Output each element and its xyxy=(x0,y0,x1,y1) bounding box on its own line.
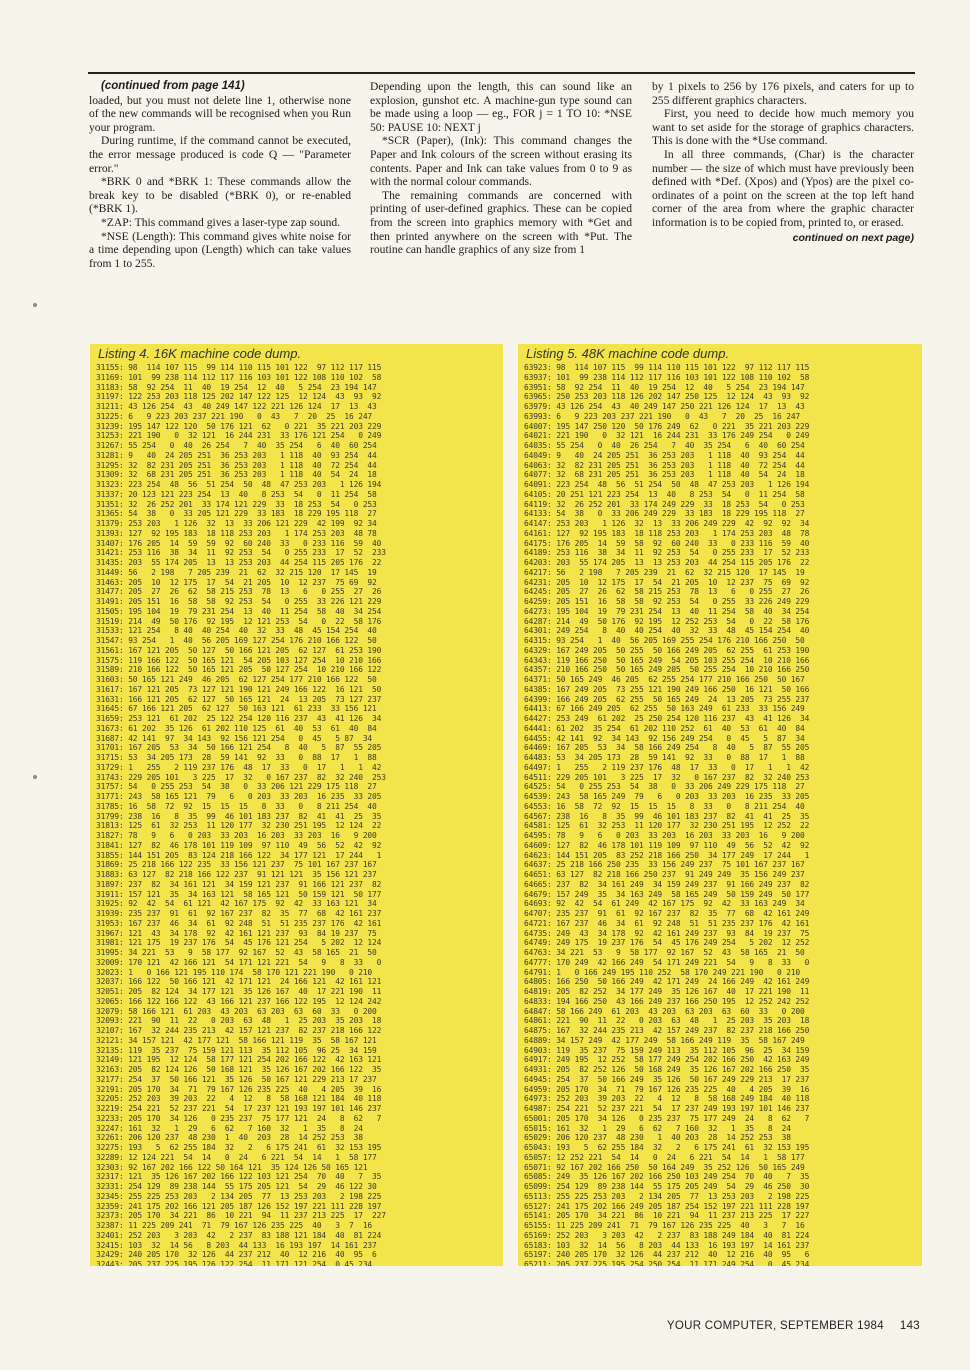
code-line: 31309: 32 68 231 205 251 36 253 203 1 118 40 54 24 18 xyxy=(96,470,377,480)
code-line: 31967: 121 43 34 178 92 42 161 121 237 93 84 19 237 75 xyxy=(96,928,377,938)
code-line: 64553: 16 58 72 92 15 15 15 8 33 0 8 211 254 40 xyxy=(524,801,805,811)
paragraph: *SCR (Paper), (Ink): This command changes the Paper and Ink colours of the screen without erasing its contents. Paper and Ink can take values from 0 to 9 as with the normal colour commands. xyxy=(370,134,632,189)
code-line: 31603: 50 165 121 249 46 205 62 127 254 177 210 166 122 50 xyxy=(96,675,377,684)
code-line: 31729: 1 255 2 119 237 176 48 17 33 0 17 1 1 42 xyxy=(96,762,382,772)
code-line: 64707: 235 237 91 61 92 167 237 82 35 77 68 42 161 249 xyxy=(524,909,810,918)
binding-hole-mark xyxy=(33,303,37,307)
code-line: 31813: 125 61 32 253 11 120 177 32 230 251 195 12 124 22 xyxy=(96,821,382,831)
code-line: 31771: 243 58 165 121 79 6 0 203 33 203 16 235 33 205 xyxy=(96,792,382,801)
code-line: 64217: 56 2 198 7 205 239 21 62 32 215 120 17 145 19 xyxy=(524,567,805,577)
listing-4-title: Listing 4. 16K machine code dump. xyxy=(98,346,302,361)
code-line: 64791: 1 0 166 249 195 110 252 58 170 249 221 190 0 210 xyxy=(524,967,801,977)
paragraph: by 1 pixels to 256 by 176 pixels, and caters for up to 255 different graphics characters. xyxy=(652,80,914,107)
paragraph: Depending upon the length, this can sound like an explosion, gunshot etc. A machine-gun type sound can be made using a loop — eg., FOR j = 1 TO 10: *NSE 50: PAUSE 10: NEXT j xyxy=(370,80,632,134)
code-line: 31687: 42 141 97 34 143 92 156 121 254 0 45 5 87 34 xyxy=(96,733,373,743)
paragraph: First, you need to decide how much memory you want to set aside for the storage of graphics characters. This is done with the *Use command. xyxy=(652,107,914,148)
code-line: 31925: 92 42 54 61 121 42 167 175 92 42 33 163 121 34 xyxy=(96,899,377,909)
code-line: 64973: 252 203 39 203 22 4 12 8 58 168 249 184 40 118 xyxy=(524,1094,810,1104)
code-line: 31393: 127 92 195 183 18 118 253 203 1 174 253 203 48 78 xyxy=(96,528,377,538)
code-line: 65127: 241 175 202 166 249 205 187 254 152 197 221 111 228 197 xyxy=(524,1201,810,1211)
code-line: 32023: 1 0 166 121 195 110 174 58 170 121 221 190 0 210 xyxy=(96,967,373,977)
continued-from-label: (continued from page 141) xyxy=(101,80,245,92)
code-line: 64161: 127 92 195 183 18 118 253 203 1 174 253 203 48 78 xyxy=(524,528,810,538)
publication-name: YOUR COMPUTER, SEPTEMBER 1984 xyxy=(666,1320,884,1332)
code-line: 64035: 55 254 0 40 26 254 7 40 35 254 6 40 60 254 xyxy=(524,441,805,450)
code-line: 31547: 93 254 1 40 56 205 169 127 254 176 210 166 122 50 xyxy=(96,636,377,645)
listing-4-code xyxy=(90,363,503,1266)
paragraph: *BRK 0 and *BRK 1: These commands allow the break key to be disabled (*BRK 0), or re-enabled (*BRK 1). xyxy=(89,175,351,216)
code-line: 31883: 63 127 82 218 166 122 237 91 121 121 35 156 121 237 xyxy=(96,870,377,879)
code-line: 32135: 119 35 237 75 159 121 113 35 112 105 96 25 34 159 xyxy=(96,1045,377,1055)
code-line: 64539: 243 58 165 249 79 6 0 203 33 203 16 235 33 205 xyxy=(524,792,810,801)
code-line: 64931: 205 82 252 126 50 168 249 35 126 167 202 166 250 35 xyxy=(524,1065,810,1074)
code-line: 65197: 240 205 170 32 126 44 237 212 40 12 216 40 95 6 xyxy=(524,1250,810,1260)
code-line: 31533: 121 254 8 40 40 254 40 32 33 48 45 154 254 40 xyxy=(96,626,377,636)
code-line: 32079: 58 166 121 61 203 43 203 63 203 63 60 33 0 200 xyxy=(96,1006,377,1016)
code-line: 32401: 252 203 3 203 42 2 237 83 188 121 184 40 81 224 xyxy=(96,1230,382,1240)
code-line: 64819: 205 82 252 34 177 249 35 126 167 40 17 221 190 11 xyxy=(524,987,810,996)
code-line: 31351: 32 26 252 201 33 174 121 229 33 18 253 54 0 253 xyxy=(96,499,377,509)
code-line: 31477: 205 27 26 62 58 215 253 78 13 6 0 255 27 26 xyxy=(96,587,382,597)
code-line: 32219: 254 221 52 237 221 54 17 237 121 193 197 101 146 237 xyxy=(96,1104,382,1113)
code-line: 31715: 53 34 205 173 28 59 141 92 33 0 88 17 1 88 xyxy=(96,753,377,762)
code-line: 64609: 127 82 46 178 101 119 109 97 110 49 56 52 42 92 xyxy=(524,840,810,850)
code-line: 64567: 238 16 8 35 99 46 101 183 237 82 41 41 25 35 xyxy=(524,811,810,821)
code-line: 64245: 205 27 26 62 58 215 253 78 13 6 0 255 27 26 xyxy=(524,587,810,597)
code-line: 32149: 121 195 12 124 58 177 121 254 202 166 122 42 163 121 xyxy=(96,1055,382,1065)
code-line: 31869: 25 218 166 122 235 33 156 121 237 75 101 167 237 167 xyxy=(96,860,377,870)
code-line: 64371: 50 165 249 46 205 62 255 254 177 210 166 250 50 167 xyxy=(524,675,805,684)
code-line: 64805: 166 250 50 166 249 42 171 249 24 166 249 42 161 249 xyxy=(524,977,810,987)
code-line: 64077: 32 68 231 205 251 36 253 203 1 118 40 54 24 18 xyxy=(524,470,805,480)
listing-5-panel xyxy=(518,344,922,1266)
code-line: 65015: 161 32 1 29 6 62 7 160 32 1 35 8 24 xyxy=(524,1123,791,1133)
code-line: 31673: 61 202 35 126 61 202 110 125 61 40 53 61 40 84 xyxy=(96,723,377,733)
code-line: 31757: 54 0 255 253 54 38 0 33 206 121 229 175 118 27 xyxy=(96,782,377,792)
code-line: 31561: 167 121 205 50 127 50 166 121 205 62 127 61 253 190 xyxy=(96,645,382,655)
code-line: 64105: 20 251 121 223 254 13 40 8 253 54 0 11 254 58 xyxy=(524,489,805,499)
code-line: 31449: 56 2 198 7 205 239 21 62 32 215 120 17 145 19 xyxy=(96,567,377,577)
code-line: 31169: 101 99 238 114 112 117 116 103 101 122 108 110 102 58 xyxy=(96,372,382,382)
code-line: 32331: 254 129 89 238 144 55 175 205 121 54 29 46 122 30 xyxy=(96,1182,377,1191)
code-line: 64329: 167 249 205 50 255 50 166 249 205 62 255 61 253 190 xyxy=(524,645,810,655)
paragraph: *NSE (Length): This command gives white noise for a time depending upon (Length) which can take values from 1 to 255. xyxy=(89,229,351,270)
code-line: 63937: 101 99 238 114 112 117 116 103 101 122 108 110 102 58 xyxy=(524,372,810,382)
code-line: 65155: 11 225 209 241 71 79 167 126 235 225 40 3 7 16 xyxy=(524,1221,805,1230)
code-line: 31785: 16 58 72 92 15 15 15 8 33 0 8 211 254 40 xyxy=(96,801,377,811)
code-line: 31897: 237 82 34 161 121 34 159 121 237 91 166 121 237 82 xyxy=(96,879,382,889)
code-line: 64399: 166 249 205 62 255 50 165 249 24 13 205 73 255 237 xyxy=(524,694,810,704)
code-line: 31225: 6 9 223 203 237 221 190 0 43 7 20 25 16 247 xyxy=(96,411,373,421)
text-column-2 xyxy=(370,80,632,257)
paragraph: *ZAP: This command gives a laser-type zap sound. xyxy=(101,215,341,229)
code-line: 64091: 223 254 48 56 51 254 50 48 47 253 203 1 126 194 xyxy=(524,480,810,489)
code-line: 64623: 144 151 205 83 252 218 166 250 34 177 249 17 244 1 xyxy=(524,850,810,860)
code-line: 32037: 166 122 50 166 121 42 171 121 24 166 121 42 161 121 xyxy=(96,977,382,987)
code-line: 64273: 195 104 19 79 231 254 13 40 11 254 58 40 34 254 xyxy=(524,606,810,616)
code-line: 65113: 255 225 253 203 2 134 205 77 13 253 203 2 198 225 xyxy=(524,1191,810,1201)
code-line: 65071: 92 167 202 166 250 50 164 249 35 252 126 50 165 249 xyxy=(524,1162,805,1172)
top-rule xyxy=(88,72,915,74)
code-line: 31323: 223 254 48 56 51 254 50 48 47 253 203 1 126 194 xyxy=(96,480,382,489)
code-line: 31911: 157 121 35 34 163 121 58 165 121 50 159 121 50 177 xyxy=(96,889,382,899)
code-line: 64301: 249 254 8 40 40 254 40 32 33 48 45 154 254 40 xyxy=(524,626,810,636)
code-line: 31295: 32 82 231 205 251 36 253 203 1 118 40 72 254 44 xyxy=(96,460,377,470)
code-line: 32247: 161 32 1 29 6 62 7 160 32 1 35 8 24 xyxy=(96,1123,363,1133)
code-line: 64497: 1 255 2 119 237 176 48 17 33 0 17 1 1 42 xyxy=(524,762,810,772)
code-line: 64119: 32 26 252 201 33 174 249 229 33 18 253 54 0 253 xyxy=(524,499,805,509)
code-line: 32345: 255 225 253 203 2 134 205 77 13 253 203 2 198 225 xyxy=(96,1191,382,1201)
code-line: 64735: 249 43 34 178 92 42 161 249 237 93 84 19 237 75 xyxy=(524,928,810,938)
code-line: 31253: 221 190 0 32 121 16 244 231 33 176 121 254 0 249 xyxy=(96,431,382,441)
code-line: 65099: 254 129 89 238 144 55 175 205 249 54 29 46 250 30 xyxy=(524,1182,810,1191)
code-line: 65183: 103 32 14 56 8 203 44 133 16 193 197 14 161 237 xyxy=(524,1240,810,1250)
code-line: 64049: 9 40 24 205 251 36 253 203 1 118 40 93 254 44 xyxy=(524,450,805,460)
code-line: 32373: 205 170 34 221 86 10 221 94 11 237 213 225 17 227 xyxy=(96,1211,386,1221)
code-line: 64833: 194 166 250 43 166 249 237 166 250 195 12 252 242 252 xyxy=(524,996,810,1006)
code-line: 64875: 167 32 244 235 213 42 157 249 237 82 237 218 166 250 xyxy=(524,1026,810,1035)
code-line: 32093: 221 90 11 22 0 203 63 48 1 25 203 35 203 18 xyxy=(96,1016,382,1026)
code-line: 31939: 235 237 91 61 92 167 237 82 35 77 68 42 161 237 xyxy=(96,909,382,918)
code-line: 32205: 252 203 39 203 22 4 12 8 58 168 121 184 40 118 xyxy=(96,1094,382,1104)
code-line: 64889: 34 157 249 42 177 249 58 166 249 119 35 58 167 249 xyxy=(524,1035,805,1045)
code-line: 32415: 103 32 14 56 8 203 44 133 16 193 197 14 161 237 xyxy=(96,1240,377,1250)
page-footer xyxy=(667,1320,920,1332)
code-line: 32009: 170 121 42 166 121 54 171 121 221 54 9 8 33 0 xyxy=(96,957,382,967)
code-line: 31575: 119 166 122 50 165 121 54 205 103 127 254 10 210 166 xyxy=(96,655,382,665)
code-line: 64777: 170 249 42 166 249 54 171 249 221 54 9 8 33 0 xyxy=(524,957,810,967)
paragraph: In all three commands, (Char) is the character number — the size of which must have previously been defined with *Def. (Xpos) and (Ypos) are the pixel co-ordinates of a point on the screen at the top left hand corner of the area from where the graphic character information is to be copied from, printed to, or erased. xyxy=(652,147,914,229)
code-line: 64147: 253 203 1 126 32 13 33 206 249 229 42 92 92 34 xyxy=(524,519,810,528)
code-line: 64749: 249 175 19 237 176 54 45 176 249 254 5 202 12 252 xyxy=(524,938,810,948)
code-line: 64007: 195 147 250 120 50 176 249 62 0 221 35 221 203 229 xyxy=(524,421,810,431)
code-line: 65001: 205 170 34 126 0 235 237 75 177 249 24 8 62 7 xyxy=(524,1113,810,1123)
code-line: 31855: 144 151 205 83 124 218 166 122 34 177 121 17 244 1 xyxy=(96,850,382,860)
code-line: 64665: 237 82 34 161 249 34 159 249 237 91 166 249 237 82 xyxy=(524,879,810,889)
listing-5-title: Listing 5. 48K machine code dump. xyxy=(526,346,730,361)
code-line: 32303: 92 167 202 166 122 50 164 121 35 124 126 50 165 121 xyxy=(96,1162,368,1172)
listing-5-code xyxy=(518,363,922,1266)
code-line: 64287: 214 49 50 176 92 195 12 252 253 54 0 22 58 176 xyxy=(524,616,810,626)
code-line: 64987: 254 221 52 237 221 54 17 237 249 193 197 101 146 237 xyxy=(524,1104,810,1113)
code-line: 31463: 205 10 12 175 17 54 21 205 10 12 237 75 69 92 xyxy=(96,577,377,587)
code-line: 64385: 167 249 205 73 255 121 190 249 166 250 16 121 50 166 xyxy=(524,684,810,694)
code-line: 64959: 205 170 34 71 79 167 126 235 225 40 4 205 39 16 xyxy=(524,1084,810,1094)
code-line: 64595: 78 9 6 0 203 33 203 16 203 33 203 16 9 200 xyxy=(524,831,805,840)
code-line: 64189: 253 116 38 34 11 92 253 54 0 255 233 17 52 233 xyxy=(524,548,810,558)
code-line: 64259: 205 151 16 58 58 92 253 54 0 255 33 226 249 229 xyxy=(524,597,810,606)
code-line: 31743: 229 205 101 3 225 17 32 0 167 237 82 32 240 253 xyxy=(96,772,386,782)
code-line: 32107: 167 32 244 235 213 42 157 121 237 82 237 218 166 122 xyxy=(96,1026,382,1035)
code-line: 32177: 254 37 50 166 121 35 126 50 167 121 229 213 17 237 xyxy=(96,1074,377,1084)
text-column-3 xyxy=(652,80,914,245)
code-line: 64063: 32 82 231 205 251 36 253 203 1 118 40 72 254 44 xyxy=(524,460,805,470)
code-line: 64133: 54 38 0 33 206 249 229 33 183 18 229 195 118 27 xyxy=(524,509,805,519)
code-line: 64315: 93 254 1 40 56 205 169 255 254 176 210 166 250 50 xyxy=(524,636,805,645)
code-line: 31841: 127 82 46 178 101 119 109 97 110 49 56 52 42 92 xyxy=(96,840,382,850)
code-line: 32443: 205 237 225 195 126 122 254 11 171 121 254 0 45 234 xyxy=(96,1260,373,1266)
code-line: 32233: 205 170 34 126 0 235 237 75 177 121 24 8 62 7 xyxy=(96,1113,382,1123)
code-line: 31155: 98 114 107 115 99 114 110 115 101 122 97 112 117 115 xyxy=(96,363,382,372)
code-line: 31589: 210 166 122 50 165 121 205 50 127 254 10 210 166 122 xyxy=(96,665,382,675)
paragraph: During runtime, if the command cannot be executed, the error message produced is code Q — "Parameter error." xyxy=(89,134,351,175)
code-line: 31281: 9 40 24 205 251 36 253 203 1 118 40 93 254 44 xyxy=(96,450,377,460)
code-line: 64175: 176 205 14 59 58 92 60 240 33 0 233 116 59 40 xyxy=(524,538,810,548)
code-line: 32191: 205 170 34 71 79 167 126 235 225 40 4 205 39 16 xyxy=(96,1084,382,1094)
binding-hole-mark xyxy=(33,775,37,779)
code-line: 32051: 205 82 124 34 177 121 35 126 167 40 17 221 190 11 xyxy=(96,987,382,996)
code-line: 65169: 252 203 3 203 42 2 237 83 188 249 184 40 81 224 xyxy=(524,1230,810,1240)
code-line: 31519: 214 49 50 176 92 195 12 121 253 54 0 22 58 176 xyxy=(96,616,382,626)
code-line: 63923: 98 114 107 115 99 114 110 115 101 122 97 112 117 115 xyxy=(524,363,810,372)
code-line: 65141: 205 170 34 221 86 10 221 94 11 237 213 225 17 227 xyxy=(524,1211,810,1221)
code-line: 65043: 193 5 62 255 184 32 2 6 175 241 61 32 153 195 xyxy=(524,1143,810,1152)
code-line: 31631: 166 121 205 62 127 50 165 121 24 13 205 73 127 237 xyxy=(96,694,382,704)
code-line: 64343: 119 166 250 50 165 249 54 205 103 255 254 10 210 166 xyxy=(524,655,810,665)
code-line: 32387: 11 225 209 241 71 79 167 126 235 225 40 3 7 16 xyxy=(96,1221,373,1230)
code-line: 64847: 58 166 249 61 203 43 203 63 203 63 60 33 0 200 xyxy=(524,1006,805,1016)
code-line: 31995: 34 221 53 9 58 177 92 167 52 43 58 165 21 50 xyxy=(96,948,377,957)
code-line: 65211: 205 237 225 195 254 250 254 11 171 249 254 0 45 234 xyxy=(524,1260,810,1266)
code-line: 64581: 125 61 32 253 11 120 177 32 230 251 195 12 252 22 xyxy=(524,821,810,831)
code-line: 31239: 195 147 122 120 50 176 121 62 0 221 35 221 203 229 xyxy=(96,421,382,431)
code-line: 64413: 67 166 249 205 62 255 50 163 249 61 233 33 156 249 xyxy=(524,704,805,714)
code-line: 64721: 167 237 46 34 61 92 248 51 51 235 237 176 42 161 xyxy=(524,918,810,928)
paragraph: The remaining commands are concerned with printing of user-defined graphics. These can be copied from the screen into graphics memory with *Get and then printed anywhere on the screen with *Put. The routine can handle graphics of any size from 1 xyxy=(370,188,632,257)
code-line: 31407: 176 205 14 59 59 92 60 240 33 0 233 116 59 40 xyxy=(96,538,382,548)
code-line: 31645: 67 166 121 205 62 127 50 163 121 61 233 33 156 121 xyxy=(96,704,377,714)
code-line: 64511: 229 205 101 3 225 17 32 0 167 237 82 32 240 253 xyxy=(524,772,810,782)
code-line: 31337: 20 123 121 223 254 13 40 8 253 54 0 11 254 58 xyxy=(96,489,377,499)
code-line: 64945: 254 37 50 166 249 35 126 50 167 249 229 213 17 237 xyxy=(524,1074,810,1084)
code-line: 64637: 25 218 166 250 235 33 156 249 237 75 101 167 237 167 xyxy=(524,860,805,870)
code-line: 32121: 34 157 121 42 177 121 58 166 121 119 35 58 167 121 xyxy=(96,1035,377,1045)
code-line: 32289: 12 124 221 54 14 0 24 6 221 54 14 1 58 177 xyxy=(96,1152,377,1162)
code-line: 64679: 157 249 35 34 163 249 58 165 249 50 159 249 50 177 xyxy=(524,889,810,899)
code-line: 64427: 253 249 61 202 25 250 254 120 116 237 43 41 126 34 xyxy=(524,714,810,723)
continued-next-label: continued on next page) xyxy=(792,231,914,244)
code-line: 64203: 203 55 174 205 13 13 253 203 44 254 115 205 176 22 xyxy=(524,558,810,567)
code-line: 31953: 167 237 46 34 61 92 248 51 51 235 237 176 42 161 xyxy=(96,918,382,928)
code-line: 31701: 167 205 53 34 50 166 121 254 8 40 5 87 55 205 xyxy=(96,743,382,753)
code-line: 65057: 12 252 221 54 14 0 24 6 221 54 14 1 58 177 xyxy=(524,1152,805,1162)
code-line: 64455: 42 141 92 34 143 92 156 249 254 0 45 5 87 34 xyxy=(524,733,805,743)
code-line: 64525: 54 0 255 253 54 38 0 33 206 249 229 175 118 27 xyxy=(524,782,805,792)
page-number: 143 xyxy=(899,1320,920,1332)
code-line: 31491: 205 151 16 58 58 92 253 54 0 255 33 226 121 229 xyxy=(96,597,382,606)
code-line: 63993: 6 9 223 203 237 221 190 0 43 7 20 25 16 247 xyxy=(524,411,801,421)
code-line: 32275: 193 5 62 255 184 32 2 6 175 241 61 32 153 195 xyxy=(96,1143,382,1152)
code-line: 31379: 253 203 1 126 32 13 33 206 121 229 42 199 92 34 xyxy=(96,519,377,528)
code-line: 64021: 221 190 0 32 121 16 244 231 33 176 249 254 0 249 xyxy=(524,431,810,441)
code-line: 64469: 167 205 53 34 58 166 249 254 8 40 5 87 55 205 xyxy=(524,743,810,753)
code-line: 63951: 58 92 254 11 40 19 254 12 40 5 254 23 194 147 xyxy=(524,382,805,392)
code-line: 31435: 203 55 174 205 13 13 253 203 44 254 115 205 176 22 xyxy=(96,558,382,567)
code-line: 31505: 195 104 19 79 231 254 13 40 11 254 58 40 34 254 xyxy=(96,606,382,616)
code-line: 63965: 250 253 203 118 126 202 147 250 125 12 124 43 93 92 xyxy=(524,392,810,402)
code-line: 64441: 61 202 35 254 61 202 110 252 61 40 53 61 40 84 xyxy=(524,723,805,733)
code-line: 64357: 210 166 250 50 165 249 205 50 255 254 10 210 166 250 xyxy=(524,665,810,675)
code-line: 65029: 206 120 237 48 230 1 40 203 28 14 252 253 38 xyxy=(524,1133,791,1143)
code-line: 32429: 240 205 170 32 126 44 237 212 40 12 216 40 95 6 xyxy=(96,1250,377,1260)
code-line: 31421: 253 116 38 34 11 92 253 54 0 255 233 17 52 233 xyxy=(96,548,386,558)
text-column-1 xyxy=(89,80,351,270)
code-line: 32317: 121 35 126 167 202 166 122 103 121 254 70 40 7 35 xyxy=(96,1172,382,1182)
listing-4-panel xyxy=(90,344,503,1266)
code-line: 32163: 205 82 124 126 50 168 121 35 126 167 202 166 122 35 xyxy=(96,1065,382,1074)
code-line: 64651: 63 127 82 218 166 250 237 91 249 249 35 156 249 237 xyxy=(524,870,805,879)
code-line: 31827: 78 9 6 0 203 33 203 16 203 33 203 16 9 200 xyxy=(96,831,377,840)
code-line: 32359: 241 175 202 166 121 205 187 126 152 197 221 111 228 197 xyxy=(96,1201,382,1211)
code-line: 31267: 55 254 0 40 26 254 7 40 35 254 6 40 60 254 xyxy=(96,441,377,450)
paragraph: loaded, but you must not delete line 1, otherwise none of the new commands will be recognised when you Run your program. xyxy=(89,93,351,134)
code-line: 65085: 249 35 126 167 202 166 250 103 249 254 70 40 7 35 xyxy=(524,1172,810,1182)
code-line: 64231: 205 10 12 175 17 54 21 205 10 12 237 75 69 92 xyxy=(524,577,810,587)
code-line: 31981: 121 175 19 237 176 54 45 176 121 254 5 202 12 124 xyxy=(96,938,382,948)
code-line: 64861: 221 90 11 22 0 203 63 48 1 25 203 35 203 18 xyxy=(524,1016,810,1026)
code-line: 64903: 119 35 237 75 159 249 113 35 112 105 96 25 34 159 xyxy=(524,1045,810,1055)
code-line: 32261: 206 120 237 48 230 1 40 203 28 14 252 253 38 xyxy=(96,1133,363,1143)
code-line: 64483: 53 34 205 173 28 59 141 92 33 0 88 17 1 88 xyxy=(524,753,805,762)
code-line: 64763: 34 221 53 9 58 177 92 167 52 43 58 165 21 50 xyxy=(524,948,805,957)
code-line: 64693: 92 42 54 61 249 42 167 175 92 42 33 163 249 34 xyxy=(524,899,805,909)
code-line: 31659: 253 121 61 202 25 122 254 120 116 237 43 41 126 34 xyxy=(96,714,382,723)
code-line: 31799: 238 16 8 35 99 46 101 183 237 82 41 41 25 35 xyxy=(96,811,382,821)
code-line: 63979: 43 126 254 43 40 249 147 250 221 126 124 17 13 43 xyxy=(524,402,805,411)
code-line: 31365: 54 38 0 33 205 121 229 33 183 18 229 195 118 27 xyxy=(96,509,377,519)
code-line: 32065: 166 122 166 122 43 166 121 237 166 122 195 12 124 242 xyxy=(96,996,382,1006)
code-line: 31617: 167 121 205 73 127 121 190 121 249 166 122 16 121 50 xyxy=(96,684,382,694)
code-line: 31183: 58 92 254 11 40 19 254 12 40 5 254 23 194 147 xyxy=(96,382,377,392)
code-line: 64917: 249 195 12 252 58 177 249 254 202 166 250 42 163 249 xyxy=(524,1055,810,1065)
code-line: 31211: 43 126 254 43 40 249 147 122 221 126 124 17 13 43 xyxy=(96,402,377,411)
code-line: 31197: 122 253 203 118 125 202 147 122 125 12 124 43 93 92 xyxy=(96,392,382,402)
